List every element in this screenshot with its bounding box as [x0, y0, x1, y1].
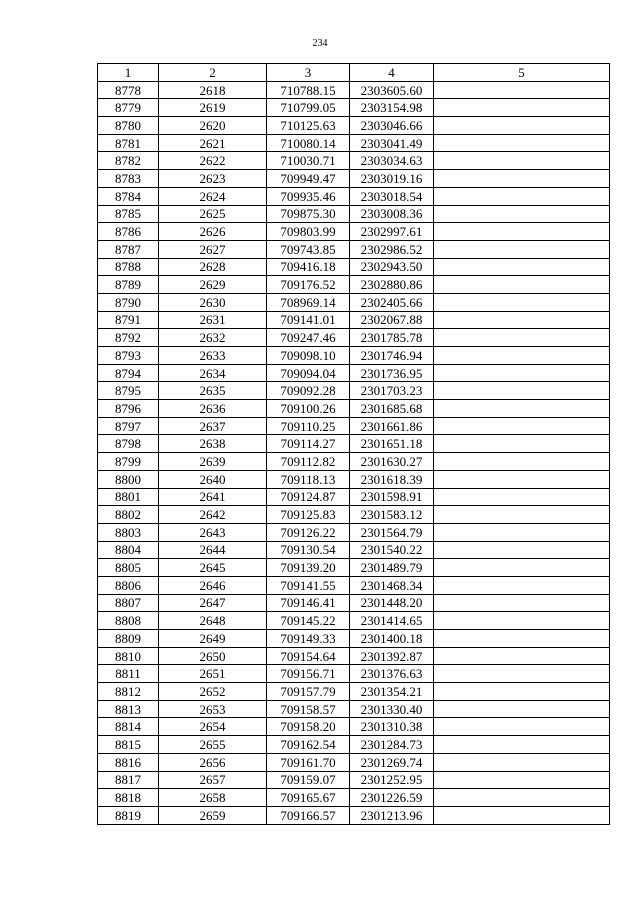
- table-cell-col-5: [434, 630, 610, 648]
- table-cell-col-3: 709145.22: [267, 612, 350, 630]
- table-cell-col-2: 2627: [159, 240, 267, 258]
- table-cell-col-3: 709162.54: [267, 736, 350, 754]
- table-cell-col-2: 2656: [159, 753, 267, 771]
- table-cell-col-1: 8814: [98, 718, 159, 736]
- table-cell-col-3: 709149.33: [267, 630, 350, 648]
- table-row: [98, 789, 610, 807]
- table-cell-col-2: 2645: [159, 559, 267, 577]
- table-cell-col-5: [434, 612, 610, 630]
- table-cell-col-3: 709159.07: [267, 771, 350, 789]
- table-cell-col-3: 709416.18: [267, 258, 350, 276]
- table-cell-col-3: 709158.20: [267, 718, 350, 736]
- table-cell-col-2: 2630: [159, 293, 267, 311]
- table-cell-col-4: 2302067.88: [350, 311, 434, 329]
- table-cell-col-2: 2650: [159, 647, 267, 665]
- table-cell-col-1: 8810: [98, 647, 159, 665]
- table-cell-col-2: 2642: [159, 506, 267, 524]
- table-cell-col-5: [434, 81, 610, 99]
- table-cell-col-4: 2303034.63: [350, 152, 434, 170]
- table-cell-col-5: [434, 417, 610, 435]
- table-cell-col-2: 2618: [159, 81, 267, 99]
- table-cell-col-4: 2301414.65: [350, 612, 434, 630]
- table-row: [98, 417, 610, 435]
- table-cell-col-1: 8791: [98, 311, 159, 329]
- table-cell-col-3: 709166.57: [267, 806, 350, 824]
- table-cell-col-1: 8817: [98, 771, 159, 789]
- coordinates-table: [97, 63, 610, 825]
- table-cell-col-4: 2303008.36: [350, 205, 434, 223]
- table-cell-col-3: 709114.27: [267, 435, 350, 453]
- table-cell-col-2: 2648: [159, 612, 267, 630]
- table-cell-col-1: 8805: [98, 559, 159, 577]
- table-cell-col-1: 8784: [98, 187, 159, 205]
- table-cell-col-4: 2301785.78: [350, 329, 434, 347]
- table-cell-col-5: [434, 665, 610, 683]
- table-cell-col-5: [434, 152, 610, 170]
- table-cell-col-2: 2634: [159, 364, 267, 382]
- table-row: [98, 506, 610, 524]
- table-cell-col-1: 8816: [98, 753, 159, 771]
- table-cell-col-2: 2637: [159, 417, 267, 435]
- table-cell-col-5: [434, 683, 610, 701]
- table-cell-col-2: 2629: [159, 276, 267, 294]
- table-cell-col-1: 8806: [98, 576, 159, 594]
- table-cell-col-3: 709161.70: [267, 753, 350, 771]
- table-cell-col-1: 8813: [98, 700, 159, 718]
- table-cell-col-4: 2301330.40: [350, 700, 434, 718]
- table-cell-col-1: 8798: [98, 435, 159, 453]
- table-cell-col-3: 709154.64: [267, 647, 350, 665]
- table-row: [98, 205, 610, 223]
- table-row: [98, 718, 610, 736]
- table-cell-col-4: 2301630.27: [350, 453, 434, 471]
- column-header-1: 1: [98, 64, 159, 82]
- table-cell-col-4: 2301252.95: [350, 771, 434, 789]
- table-cell-col-2: 2622: [159, 152, 267, 170]
- table-cell-col-2: 2640: [159, 470, 267, 488]
- table-cell-col-5: [434, 435, 610, 453]
- table-cell-col-1: 8782: [98, 152, 159, 170]
- table-cell-col-5: [434, 771, 610, 789]
- table-cell-col-4: 2301661.86: [350, 417, 434, 435]
- table-cell-col-5: [434, 293, 610, 311]
- table-cell-col-2: 2644: [159, 541, 267, 559]
- table-cell-col-4: 2303154.98: [350, 99, 434, 117]
- table-cell-col-4: 2302943.50: [350, 258, 434, 276]
- table-cell-col-5: [434, 470, 610, 488]
- table-cell-col-2: 2638: [159, 435, 267, 453]
- table-cell-col-4: 2303046.66: [350, 117, 434, 135]
- table-cell-col-3: 709118.13: [267, 470, 350, 488]
- table-cell-col-4: 2301448.20: [350, 594, 434, 612]
- table-row: [98, 576, 610, 594]
- table-cell-col-3: 709110.25: [267, 417, 350, 435]
- table-row: [98, 258, 610, 276]
- table-cell-col-2: 2635: [159, 382, 267, 400]
- table-cell-col-3: 709112.82: [267, 453, 350, 471]
- table-cell-col-1: 8818: [98, 789, 159, 807]
- table-cell-col-4: 2303605.60: [350, 81, 434, 99]
- table-cell-col-3: 709141.01: [267, 311, 350, 329]
- table-cell-col-4: 2302405.66: [350, 293, 434, 311]
- table-row: [98, 240, 610, 258]
- table-cell-col-2: 2631: [159, 311, 267, 329]
- table-cell-col-2: 2626: [159, 223, 267, 241]
- table-cell-col-1: 8779: [98, 99, 159, 117]
- table-cell-col-1: 8812: [98, 683, 159, 701]
- table-cell-col-4: 2301540.22: [350, 541, 434, 559]
- table-cell-col-1: 8800: [98, 470, 159, 488]
- table-cell-col-2: 2628: [159, 258, 267, 276]
- table-cell-col-4: 2302986.52: [350, 240, 434, 258]
- table-cell-col-4: 2301583.12: [350, 506, 434, 524]
- table-cell-col-1: 8788: [98, 258, 159, 276]
- table-cell-col-5: [434, 258, 610, 276]
- table-cell-col-5: [434, 276, 610, 294]
- table-cell-col-2: 2643: [159, 523, 267, 541]
- table-cell-col-4: 2301226.59: [350, 789, 434, 807]
- table-row: [98, 488, 610, 506]
- table-cell-col-1: 8796: [98, 400, 159, 418]
- table-cell-col-3: 709094.04: [267, 364, 350, 382]
- table-row: [98, 523, 610, 541]
- table-cell-col-1: 8808: [98, 612, 159, 630]
- table-cell-col-1: 8804: [98, 541, 159, 559]
- table-row: [98, 382, 610, 400]
- table-cell-col-1: 8811: [98, 665, 159, 683]
- table-cell-col-2: 2652: [159, 683, 267, 701]
- table-row: [98, 753, 610, 771]
- table-cell-col-1: 8803: [98, 523, 159, 541]
- header-row: [98, 64, 610, 82]
- table-cell-col-4: 2301310.38: [350, 718, 434, 736]
- table-row: [98, 311, 610, 329]
- column-header-3: 3: [267, 64, 350, 82]
- table-cell-col-3: 709098.10: [267, 347, 350, 365]
- table-cell-col-3: 709176.52: [267, 276, 350, 294]
- table-cell-col-4: 2301213.96: [350, 806, 434, 824]
- table-cell-col-4: 2301489.79: [350, 559, 434, 577]
- table-cell-col-5: [434, 718, 610, 736]
- table-cell-col-4: 2301685.68: [350, 400, 434, 418]
- column-header-2: 2: [159, 64, 267, 82]
- table-row: [98, 276, 610, 294]
- table-cell-col-5: [434, 223, 610, 241]
- table-cell-col-5: [434, 187, 610, 205]
- table-row: [98, 134, 610, 152]
- table-cell-col-2: 2620: [159, 117, 267, 135]
- table-row: [98, 364, 610, 382]
- table-cell-col-1: 8802: [98, 506, 159, 524]
- page-number: 234: [312, 38, 328, 49]
- table-row: [98, 81, 610, 99]
- table-cell-col-4: 2301400.18: [350, 630, 434, 648]
- table-cell-col-5: [434, 453, 610, 471]
- table-cell-col-3: 709803.99: [267, 223, 350, 241]
- table-cell-col-1: 8807: [98, 594, 159, 612]
- table-cell-col-1: 8792: [98, 329, 159, 347]
- table-cell-col-2: 2647: [159, 594, 267, 612]
- table-cell-col-4: 2301284.73: [350, 736, 434, 754]
- table-cell-col-5: [434, 400, 610, 418]
- table-cell-col-1: 8795: [98, 382, 159, 400]
- table-cell-col-2: 2657: [159, 771, 267, 789]
- table-cell-col-2: 2658: [159, 789, 267, 807]
- table-cell-col-4: 2303018.54: [350, 187, 434, 205]
- table-cell-col-5: [434, 700, 610, 718]
- table-cell-col-1: 8801: [98, 488, 159, 506]
- table-cell-col-3: 710080.14: [267, 134, 350, 152]
- table-cell-col-1: 8819: [98, 806, 159, 824]
- table-cell-col-1: 8780: [98, 117, 159, 135]
- table-row: [98, 771, 610, 789]
- table-cell-col-3: 709157.79: [267, 683, 350, 701]
- table-cell-col-2: 2625: [159, 205, 267, 223]
- table-cell-col-1: 8815: [98, 736, 159, 754]
- table-cell-col-3: 708969.14: [267, 293, 350, 311]
- table-cell-col-2: 2654: [159, 718, 267, 736]
- table-cell-col-3: 710125.63: [267, 117, 350, 135]
- table-cell-col-1: 8781: [98, 134, 159, 152]
- table-row: [98, 806, 610, 824]
- table-cell-col-2: 2624: [159, 187, 267, 205]
- table-cell-col-3: 709124.87: [267, 488, 350, 506]
- table-cell-col-5: [434, 347, 610, 365]
- table-cell-col-3: 710788.15: [267, 81, 350, 99]
- table-cell-col-2: 2655: [159, 736, 267, 754]
- table-cell-col-1: 8799: [98, 453, 159, 471]
- table-cell-col-4: 2301746.94: [350, 347, 434, 365]
- table-cell-col-3: 709158.57: [267, 700, 350, 718]
- table-row: [98, 683, 610, 701]
- table-cell-col-5: [434, 806, 610, 824]
- table-row: [98, 453, 610, 471]
- table-cell-col-4: 2301598.91: [350, 488, 434, 506]
- column-header-4: 4: [350, 64, 434, 82]
- column-header-5: 5: [434, 64, 610, 82]
- table-row: [98, 400, 610, 418]
- table-cell-col-1: 8785: [98, 205, 159, 223]
- table-cell-col-4: 2301269.74: [350, 753, 434, 771]
- table-cell-col-3: 709875.30: [267, 205, 350, 223]
- table-cell-col-2: 2649: [159, 630, 267, 648]
- table-row: [98, 736, 610, 754]
- table-row: [98, 293, 610, 311]
- table-cell-col-4: 2303041.49: [350, 134, 434, 152]
- table-row: [98, 170, 610, 188]
- table-cell-col-1: 8797: [98, 417, 159, 435]
- table-cell-col-4: 2301564.79: [350, 523, 434, 541]
- table-cell-col-2: 2641: [159, 488, 267, 506]
- table-cell-col-5: [434, 311, 610, 329]
- table-cell-col-5: [434, 506, 610, 524]
- table-row: [98, 329, 610, 347]
- table-cell-col-3: 709156.71: [267, 665, 350, 683]
- table-row: [98, 541, 610, 559]
- table-row: [98, 152, 610, 170]
- table-cell-col-5: [434, 789, 610, 807]
- table-cell-col-5: [434, 99, 610, 117]
- table-row: [98, 435, 610, 453]
- table-row: [98, 559, 610, 577]
- table-cell-col-3: 709165.67: [267, 789, 350, 807]
- table-row: [98, 117, 610, 135]
- table-cell-col-5: [434, 594, 610, 612]
- table-cell-col-2: 2651: [159, 665, 267, 683]
- table-cell-col-2: 2659: [159, 806, 267, 824]
- table-cell-col-4: 2302880.86: [350, 276, 434, 294]
- table-cell-col-5: [434, 170, 610, 188]
- table-cell-col-4: 2301376.63: [350, 665, 434, 683]
- table-cell-col-5: [434, 329, 610, 347]
- table-row: [98, 223, 610, 241]
- table-cell-col-3: 709141.55: [267, 576, 350, 594]
- table-cell-col-1: 8789: [98, 276, 159, 294]
- table-cell-col-3: 709092.28: [267, 382, 350, 400]
- table-cell-col-5: [434, 240, 610, 258]
- table-cell-col-3: 709935.46: [267, 187, 350, 205]
- table-cell-col-4: 2301354.21: [350, 683, 434, 701]
- table-row: [98, 630, 610, 648]
- table-cell-col-1: 8790: [98, 293, 159, 311]
- table-cell-col-3: 709125.83: [267, 506, 350, 524]
- table-cell-col-5: [434, 364, 610, 382]
- table-row: [98, 665, 610, 683]
- table-cell-col-4: 2301468.34: [350, 576, 434, 594]
- table-cell-col-5: [434, 647, 610, 665]
- table-cell-col-1: 8809: [98, 630, 159, 648]
- table-row: [98, 99, 610, 117]
- table-cell-col-5: [434, 576, 610, 594]
- table-cell-col-1: 8794: [98, 364, 159, 382]
- table-row: [98, 594, 610, 612]
- table-cell-col-3: 709949.47: [267, 170, 350, 188]
- table-cell-col-5: [434, 753, 610, 771]
- table-cell-col-3: 709247.46: [267, 329, 350, 347]
- table-cell-col-3: 710030.71: [267, 152, 350, 170]
- table-cell-col-3: 709139.20: [267, 559, 350, 577]
- table-row: [98, 647, 610, 665]
- table-cell-col-5: [434, 559, 610, 577]
- table-cell-col-2: 2639: [159, 453, 267, 471]
- table-cell-col-3: 709130.54: [267, 541, 350, 559]
- table-cell-col-5: [434, 117, 610, 135]
- table-cell-col-1: 8787: [98, 240, 159, 258]
- table-cell-col-2: 2619: [159, 99, 267, 117]
- table-cell-col-1: 8778: [98, 81, 159, 99]
- table-cell-col-5: [434, 541, 610, 559]
- table-cell-col-3: 709126.22: [267, 523, 350, 541]
- table-cell-col-4: 2301618.39: [350, 470, 434, 488]
- table-cell-col-5: [434, 134, 610, 152]
- table-cell-col-4: 2301736.95: [350, 364, 434, 382]
- table-cell-col-4: 2301392.87: [350, 647, 434, 665]
- table-cell-col-4: 2302997.61: [350, 223, 434, 241]
- table-cell-col-5: [434, 736, 610, 754]
- table-cell-col-2: 2646: [159, 576, 267, 594]
- table-row: [98, 470, 610, 488]
- table-row: [98, 187, 610, 205]
- table-cell-col-2: 2633: [159, 347, 267, 365]
- table-cell-col-1: 8786: [98, 223, 159, 241]
- table-cell-col-3: 710799.05: [267, 99, 350, 117]
- table-cell-col-3: 709146.41: [267, 594, 350, 612]
- table-cell-col-2: 2653: [159, 700, 267, 718]
- table-cell-col-2: 2636: [159, 400, 267, 418]
- table-cell-col-1: 8783: [98, 170, 159, 188]
- table-cell-col-2: 2623: [159, 170, 267, 188]
- table-cell-col-5: [434, 488, 610, 506]
- table-cell-col-5: [434, 205, 610, 223]
- table-cell-col-1: 8793: [98, 347, 159, 365]
- table-body: [98, 81, 610, 824]
- table-cell-col-4: 2301703.23: [350, 382, 434, 400]
- table-cell-col-3: 709100.26: [267, 400, 350, 418]
- table-row: [98, 347, 610, 365]
- table-cell-col-5: [434, 523, 610, 541]
- table-row: [98, 700, 610, 718]
- table-cell-col-4: 2303019.16: [350, 170, 434, 188]
- table-cell-col-3: 709743.85: [267, 240, 350, 258]
- table-row: [98, 612, 610, 630]
- table-cell-col-2: 2632: [159, 329, 267, 347]
- table-cell-col-5: [434, 382, 610, 400]
- table-cell-col-2: 2621: [159, 134, 267, 152]
- table-cell-col-4: 2301651.18: [350, 435, 434, 453]
- table-header: [98, 64, 610, 82]
